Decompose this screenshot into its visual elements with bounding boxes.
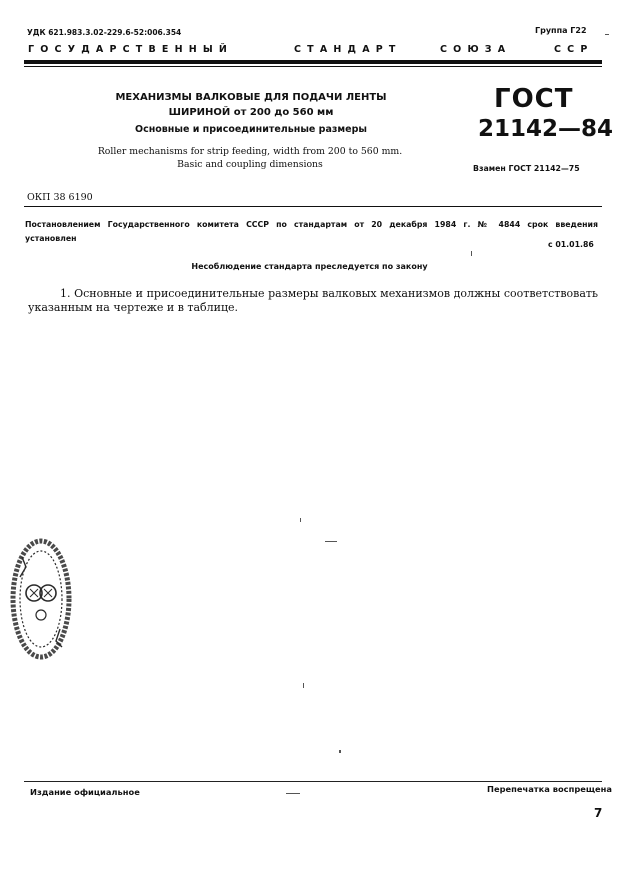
official-seal-stamp: [8, 537, 74, 662]
header-word-standard: СТАНДАРТ: [294, 44, 402, 55]
title-english: [60, 145, 440, 171]
header-word-ussr: ССР: [554, 44, 594, 55]
header-rule-thin: [24, 66, 602, 67]
scan-speck: [325, 541, 337, 542]
page-number: 7: [594, 806, 603, 820]
title-english-line-2: Basic and coupling dimensions: [177, 159, 323, 170]
scan-speck: [300, 518, 301, 522]
udk-code: УДК 621.983.3.02-229.6-52:006.354: [27, 28, 182, 37]
header-word-state: ГОСУДАРСТВЕННЫЙ: [28, 44, 234, 55]
footer-rule: [24, 781, 602, 782]
okp-code: ОКП 38 6190: [27, 192, 93, 203]
paragraph-1: 1. Основные и присоединительные размеры валковых механизмов должны соответствовать: [60, 287, 598, 300]
official-edition-note: Издание официальное: [30, 787, 140, 797]
reprint-prohibited-note: Перепечатка воспрещена: [487, 784, 613, 794]
state-standard-header: [22, 44, 602, 56]
decree-installed: установлен: [25, 234, 77, 243]
title-russian-line-2: ШИРИНОЙ от 200 до 560 мм: [168, 107, 334, 118]
group-code: Группа Г22: [535, 26, 587, 35]
gost-number: 21142—84: [478, 116, 614, 142]
scan-speck: [303, 683, 304, 688]
title-russian: [105, 90, 397, 120]
subtitle-russian: Основные и присоединительные размеры: [135, 124, 367, 135]
effective-date: с 01.01.86: [548, 240, 594, 249]
gost-label: ГОСТ: [494, 84, 574, 114]
header-rule-thick: [24, 60, 602, 64]
replaces-standard: Взамен ГОСТ 21142—75: [473, 164, 580, 173]
title-english-line-1: Roller mechanisms for strip feeding, width from 200 to 560 mm.: [97, 146, 403, 157]
okp-rule: [24, 206, 602, 207]
title-russian-line-1: МЕХАНИЗМЫ ВАЛКОВЫЕ ДЛЯ ПОДАЧИ ЛЕНТЫ: [115, 92, 387, 103]
decree-text: Постановлением Государственного комитета СССР по стандартам от 20 декабря 1984 г. № 4844 срок введения: [25, 220, 598, 229]
scan-speck: [339, 750, 341, 753]
scan-speck: [286, 793, 300, 794]
penalty-notice: Несоблюдение стандарта преследуется по закону: [191, 262, 428, 271]
header-word-union: СОЮЗА: [440, 44, 512, 55]
paragraph-1-continued: указанным на чертеже и в таблице.: [28, 301, 239, 314]
scan-speck: [605, 34, 609, 35]
scan-speck: [471, 251, 472, 256]
